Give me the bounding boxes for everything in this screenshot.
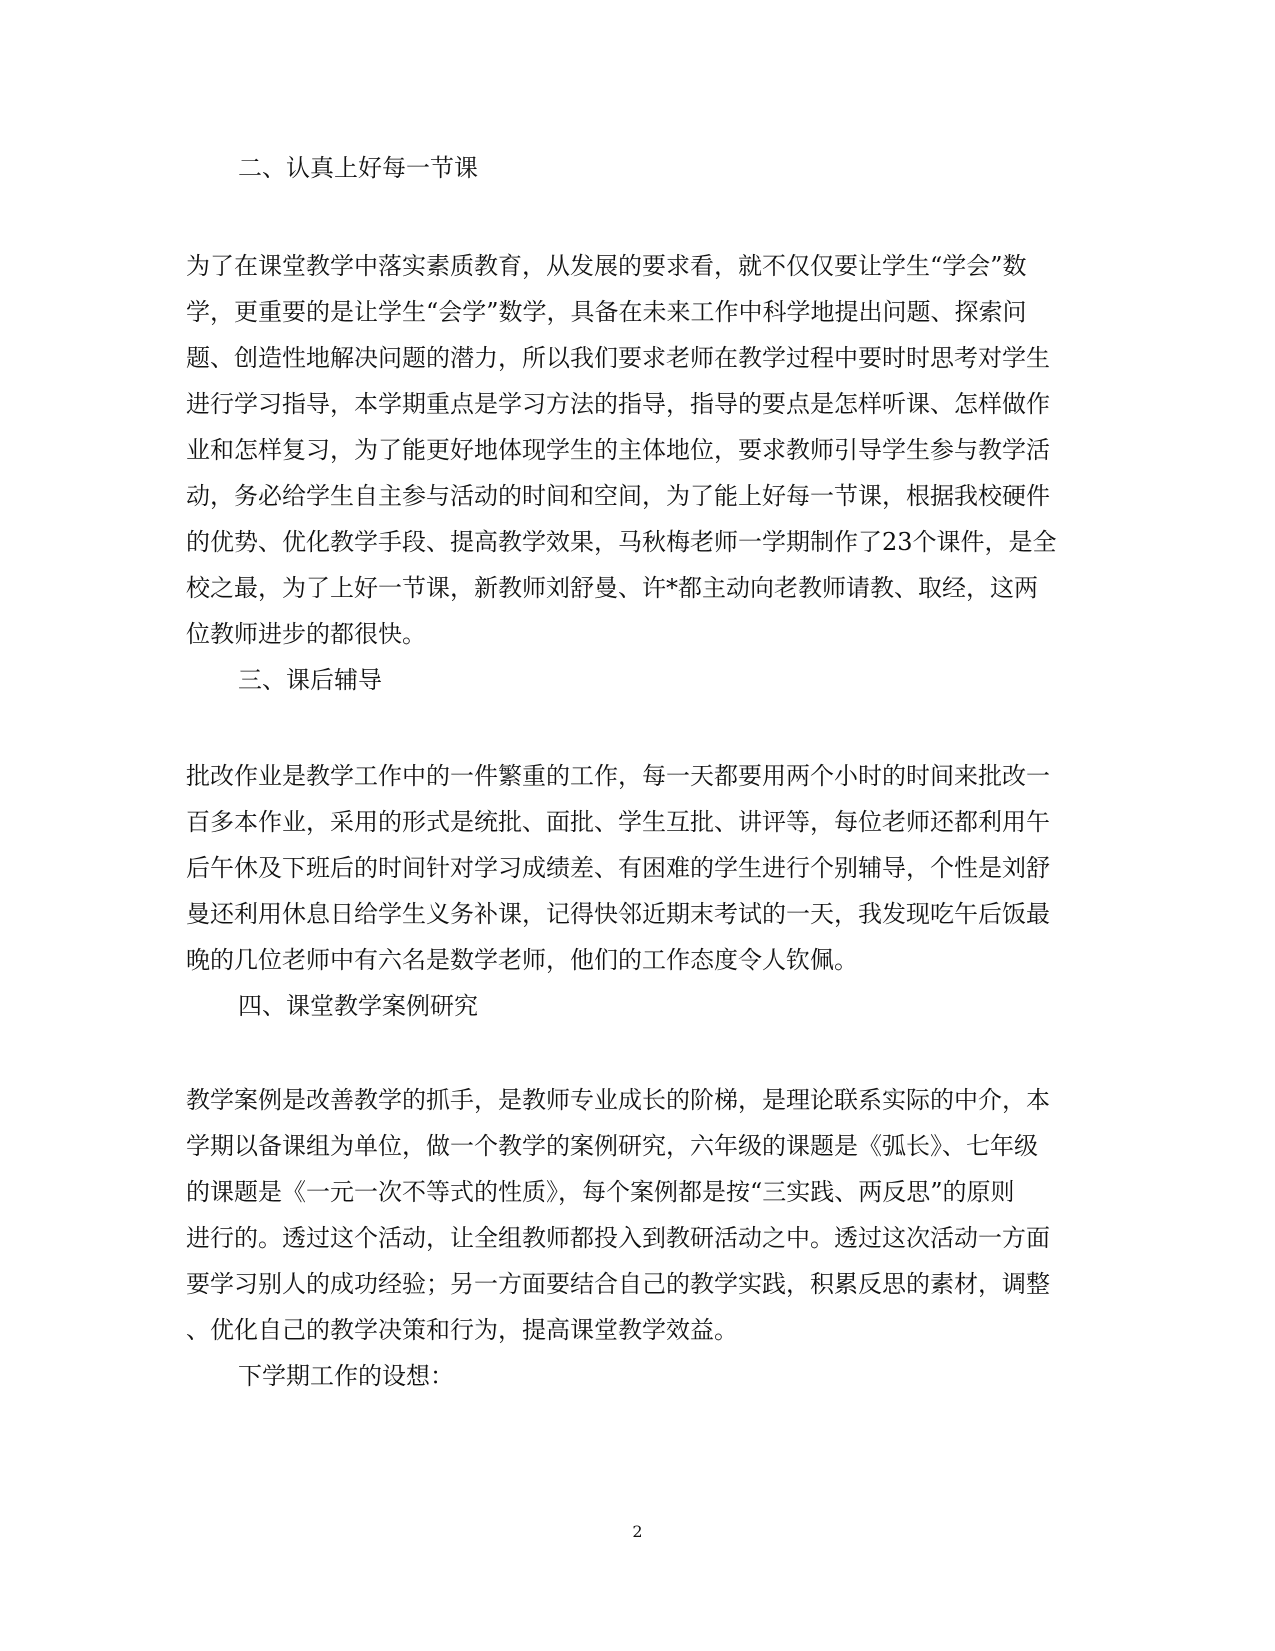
- paragraph-line: 批改作业是教学工作中的一件繁重的工作，每一天都要用两个小时的时间来批改一: [186, 762, 1050, 790]
- section-heading-4: 四、课堂教学案例研究: [238, 992, 478, 1020]
- paragraph-line: 学期以备课组为单位，做一个教学的案例研究，六年级的课题是《弧长》、七年级: [186, 1132, 1038, 1160]
- paragraph-line: 、优化自己的教学决策和行为，提高课堂教学效益。: [186, 1316, 738, 1344]
- paragraph-line: 题、创造性地解决问题的潜力，所以我们要求老师在教学过程中要时时思考对学生: [186, 344, 1050, 372]
- paragraph-line: 晚的几位老师中有六名是数学老师，他们的工作态度令人钦佩。: [186, 946, 858, 974]
- paragraph-line: 动，务必给学生自主参与活动的时间和空间，为了能上好每一节课，根据我校硬件: [186, 482, 1050, 510]
- paragraph-line: 校之最，为了上好一节课，新教师刘舒曼、许*都主动向老教师请教、取经，这两: [186, 574, 1038, 602]
- section-heading-2: 二、认真上好每一节课: [238, 154, 478, 182]
- paragraph-line: 曼还利用休息日给学生义务补课，记得快邻近期末考试的一天，我发现吃午后饭最: [186, 900, 1050, 928]
- paragraph-line: 后午休及下班后的时间针对学习成绩差、有困难的学生进行个别辅导，个性是刘舒: [186, 854, 1050, 882]
- paragraph-line: 进行学习指导，本学期重点是学习方法的指导，指导的要点是怎样听课、怎样做作: [186, 390, 1050, 418]
- paragraph-line: 业和怎样复习，为了能更好地体现学生的主体地位，要求教师引导学生参与教学活: [186, 436, 1050, 464]
- page-number: 2: [632, 1522, 643, 1541]
- paragraph-line: 要学习别人的成功经验；另一方面要结合自己的教学实践，积累反思的素材，调整: [186, 1270, 1050, 1298]
- paragraph-line: 为了在课堂教学中落实素质教育，从发展的要求看，就不仅仅要让学生“学会”数: [186, 252, 1027, 280]
- next-term-heading: 下学期工作的设想：: [238, 1362, 454, 1390]
- paragraph-line: 的优势、优化教学手段、提高教学效果，马秋梅老师一学期制作了23个课件，是全: [186, 528, 1057, 556]
- paragraph-line: 的课题是《一元一次不等式的性质》，每个案例都是按“三实践、两反思”的原则: [186, 1178, 1015, 1206]
- paragraph-line: 学，更重要的是让学生“会学”数学，具备在未来工作中科学地提出问题、探索问: [186, 298, 1027, 326]
- paragraph-line: 进行的。透过这个活动，让全组教师都投入到教研活动之中。透过这次活动一方面: [186, 1224, 1050, 1252]
- section-heading-3: 三、课后辅导: [238, 666, 382, 694]
- paragraph-line: 百多本作业，采用的形式是统批、面批、学生互批、讲评等，每位老师还都利用午: [186, 808, 1050, 836]
- paragraph-line: 教学案例是改善教学的抓手，是教师专业成长的阶梯，是理论联系实际的中介，本: [186, 1086, 1050, 1114]
- paragraph-line: 位教师进步的都很快。: [186, 620, 426, 648]
